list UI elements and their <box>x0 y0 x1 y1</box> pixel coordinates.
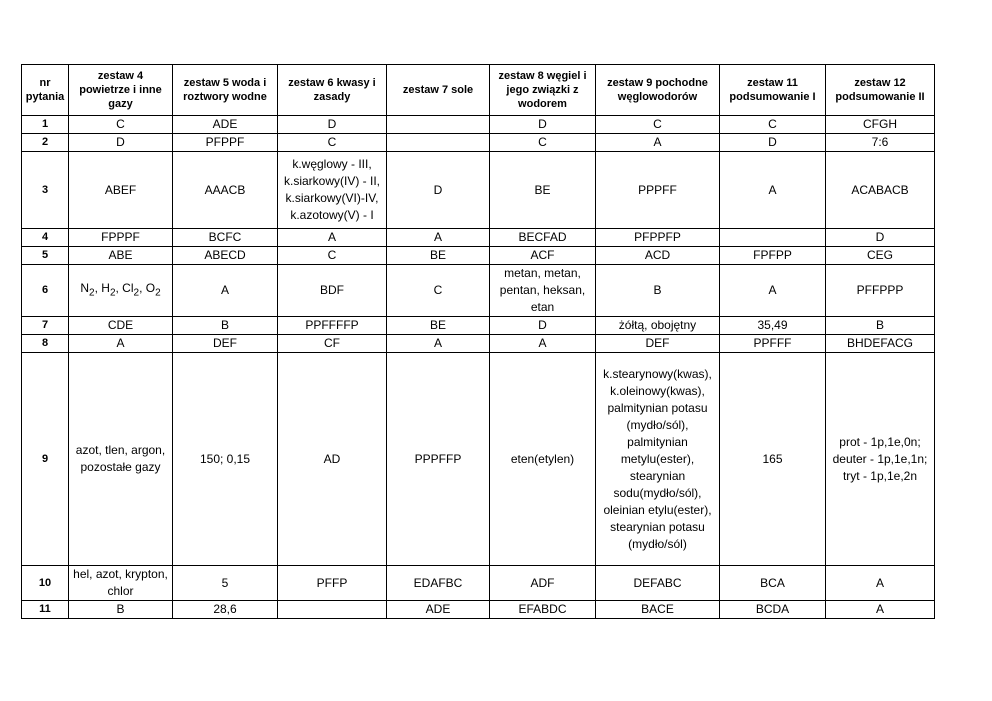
table-cell: PPPFF <box>596 152 720 229</box>
table-cell: BDF <box>278 265 387 317</box>
header-cell: zestaw 6 kwasy i zasady <box>278 65 387 116</box>
table-cell: 165 <box>720 353 826 566</box>
table-cell: A <box>720 265 826 317</box>
table-cell: BECFAD <box>490 229 596 247</box>
header-cell: zestaw 7 sole <box>387 65 490 116</box>
table-cell: A <box>278 229 387 247</box>
table-row <box>22 601 935 619</box>
table-cell: AD <box>278 353 387 566</box>
table-cell: D <box>490 116 596 134</box>
table-cell: ABE <box>69 247 173 265</box>
table-cell: C <box>278 247 387 265</box>
table-cell: BCFC <box>173 229 278 247</box>
table-cell: ACF <box>490 247 596 265</box>
question-number: 7 <box>22 317 69 335</box>
table-row <box>22 152 935 229</box>
table-cell: D <box>490 317 596 335</box>
table-cell: A <box>826 566 935 601</box>
table-row <box>22 335 935 353</box>
table-cell: BHDEFACG <box>826 335 935 353</box>
question-number: 2 <box>22 134 69 152</box>
clipped-cell-text: k.stearynowy(kwas), k.oleinowy(kwas), palmitynian potasu (mydło/sól), palmitynian metylu(ester), stearynian sodu(mydło/sól), oleinian etylu(ester), stearynian potasu (mydło/sól) <box>603 366 712 551</box>
table-cell: CFGH <box>826 116 935 134</box>
table-cell: A <box>490 335 596 353</box>
header-cell: zestaw 12 podsumowanie II <box>826 65 935 116</box>
table-cell: ADE <box>387 601 490 619</box>
table-cell: BE <box>490 152 596 229</box>
table-cell: ABEF <box>69 152 173 229</box>
table-cell: FPPPF <box>69 229 173 247</box>
table-cell: C <box>720 116 826 134</box>
table-cell: EFABDC <box>490 601 596 619</box>
header-cell: zestaw 4 powietrze i inne gazy <box>69 65 173 116</box>
table-cell <box>387 134 490 152</box>
table-cell: PFPPFP <box>596 229 720 247</box>
table-cell: A <box>69 335 173 353</box>
question-number: 8 <box>22 335 69 353</box>
answers-table <box>21 64 935 619</box>
table-cell: D <box>387 152 490 229</box>
table-row <box>22 566 935 601</box>
table-cell <box>387 116 490 134</box>
table-cell: PPPFFP <box>387 353 490 566</box>
table-cell: żółtą, obojętny <box>596 317 720 335</box>
header-cell: zestaw 9 pochodne węglowodorów <box>596 65 720 116</box>
table-cell: ADE <box>173 116 278 134</box>
table-cell: BACE <box>596 601 720 619</box>
table-row <box>22 353 935 566</box>
header-cell: zestaw 5 woda i roztwory wodne <box>173 65 278 116</box>
question-number: 1 <box>22 116 69 134</box>
table-cell: PFFP <box>278 566 387 601</box>
question-number: 4 <box>22 229 69 247</box>
table-cell: PPFFF <box>720 335 826 353</box>
table-cell: D <box>278 116 387 134</box>
table-cell: 28,6 <box>173 601 278 619</box>
table-cell: A <box>387 335 490 353</box>
table-row <box>22 265 935 317</box>
question-number: 10 <box>22 566 69 601</box>
table-cell: A <box>826 601 935 619</box>
table-row <box>22 229 935 247</box>
table-cell: C <box>387 265 490 317</box>
table-cell: C <box>490 134 596 152</box>
table-cell: DEF <box>173 335 278 353</box>
table-cell <box>278 601 387 619</box>
header-cell: nr pytania <box>22 65 69 116</box>
question-number: 5 <box>22 247 69 265</box>
table-cell: CDE <box>69 317 173 335</box>
table-cell: BE <box>387 247 490 265</box>
table-cell: B <box>173 317 278 335</box>
table-cell: 150; 0,15 <box>173 353 278 566</box>
question-number: 6 <box>22 265 69 317</box>
table-row <box>22 116 935 134</box>
table-cell: DEFABC <box>596 566 720 601</box>
table-cell: BCA <box>720 566 826 601</box>
table-cell: D <box>720 134 826 152</box>
table-cell: 35,49 <box>720 317 826 335</box>
table-cell: CF <box>278 335 387 353</box>
table-row <box>22 134 935 152</box>
table-row <box>22 317 935 335</box>
table-cell: ACABACB <box>826 152 935 229</box>
table-cell: metan, metan, pentan, heksan, etan <box>490 265 596 317</box>
table-cell: CEG <box>826 247 935 265</box>
table-cell: C <box>69 116 173 134</box>
table-cell <box>720 229 826 247</box>
table-cell: hel, azot, krypton, chlor <box>69 566 173 601</box>
gas-formula-cell: $N_2$, $H_2$, $Cl_2$, $O_2$ <box>69 265 173 317</box>
table-cell: ACD <box>596 247 720 265</box>
header-cell: zestaw 11 podsumowanie I <box>720 65 826 116</box>
table-cell: 7:6 <box>826 134 935 152</box>
table-cell: C <box>596 116 720 134</box>
table-row <box>22 247 935 265</box>
table-cell: D <box>69 134 173 152</box>
table-cell: ABECD <box>173 247 278 265</box>
table-cell: PPFFFFP <box>278 317 387 335</box>
table-cell: PFPPF <box>173 134 278 152</box>
table-cell: 5 <box>173 566 278 601</box>
table-cell: D <box>826 229 935 247</box>
table-cell: C <box>278 134 387 152</box>
table-cell: AAACB <box>173 152 278 229</box>
table-cell: BCDA <box>720 601 826 619</box>
header-row <box>22 65 935 116</box>
table-cell: EDAFBC <box>387 566 490 601</box>
table-cell: B <box>826 317 935 335</box>
table-cell: BE <box>387 317 490 335</box>
table-cell: FPFPP <box>720 247 826 265</box>
table-cell: A <box>173 265 278 317</box>
question-number: 3 <box>22 152 69 229</box>
table-cell <box>596 353 720 566</box>
table-cell: eten(etylen) <box>490 353 596 566</box>
header-cell: zestaw 8 węgiel i jego związki z wodorem <box>490 65 596 116</box>
table-cell: B <box>596 265 720 317</box>
question-number: 9 <box>22 353 69 566</box>
table-cell: A <box>387 229 490 247</box>
table-cell: PFFPPP <box>826 265 935 317</box>
table-cell: k.węglowy - III, k.siarkowy(IV) - II, k.siarkowy(VI)-IV, k.azotowy(V) - I <box>278 152 387 229</box>
table-cell: ADF <box>490 566 596 601</box>
table-cell: azot, tlen, argon, pozostałe gazy <box>69 353 173 566</box>
table-cell: A <box>720 152 826 229</box>
table-cell: DEF <box>596 335 720 353</box>
table-cell: B <box>69 601 173 619</box>
question-number: 11 <box>22 601 69 619</box>
table-cell: A <box>596 134 720 152</box>
table-cell: prot - 1p,1e,0n; deuter - 1p,1e,1n; tryt - 1p,1e,2n <box>826 353 935 566</box>
